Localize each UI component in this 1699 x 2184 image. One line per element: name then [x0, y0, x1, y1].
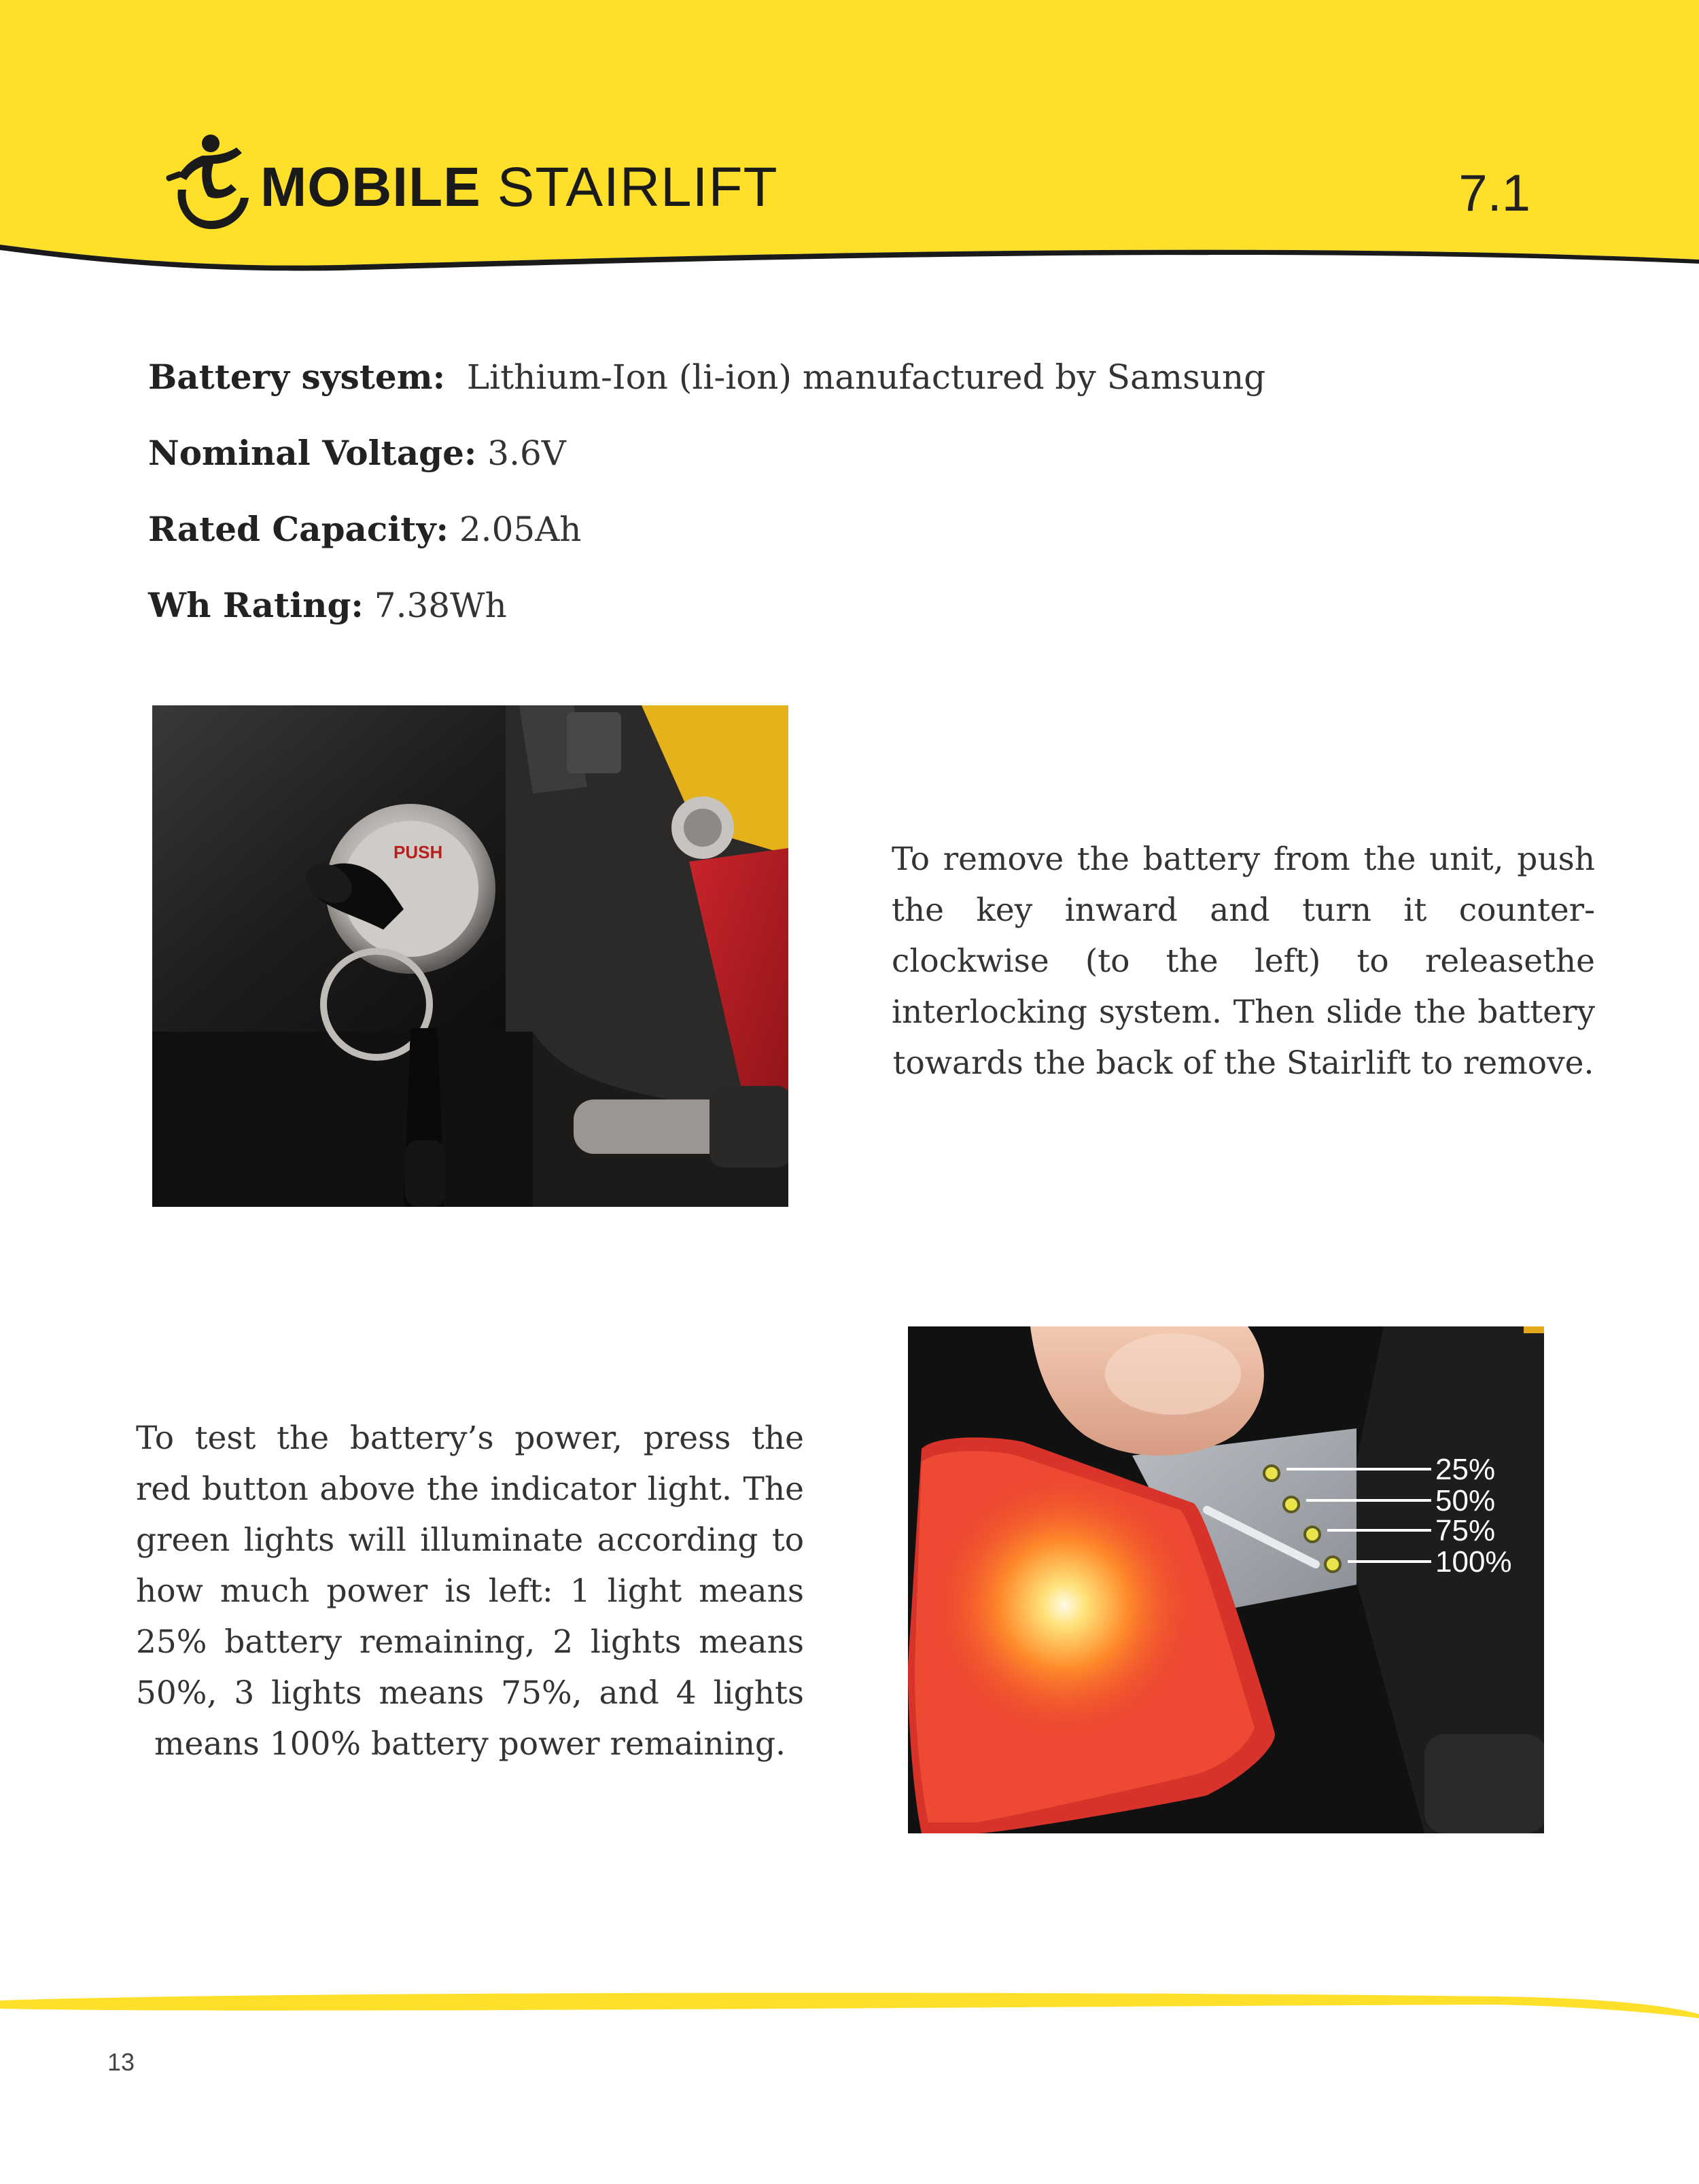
brand-title-bold: MOBILE	[260, 156, 481, 218]
battery-indicator-photo	[908, 1326, 1544, 1833]
indicator-label-50: 50%	[1435, 1484, 1496, 1517]
page-number: 13	[107, 2048, 135, 2076]
section-number: 7.1	[1458, 164, 1530, 222]
spec-label: Battery system:	[148, 357, 446, 397]
svg-text:PUSH: PUSH	[393, 842, 443, 862]
indicator-label-100: 100%	[1435, 1545, 1512, 1579]
spec-label: Rated Capacity:	[148, 509, 449, 549]
spec-nominal-voltage	[148, 429, 1439, 506]
spec-label: Wh Rating:	[148, 585, 364, 625]
spec-rated-capacity	[148, 506, 1439, 582]
brand-title-regular: STAIRLIFT	[497, 156, 778, 218]
spec-value: 2.05Ah	[459, 510, 582, 549]
spec-label: Nominal Voltage:	[148, 433, 477, 473]
battery-key-photo	[152, 705, 788, 1207]
indicator-label-25: 25%	[1435, 1453, 1496, 1486]
footer-band	[0, 1991, 1699, 2032]
indicator-label-75: 75%	[1435, 1514, 1496, 1547]
brand-title	[260, 154, 778, 222]
person-wheel-logo-icon	[163, 133, 258, 234]
spec-value: 7.38Wh	[374, 586, 507, 625]
battery-specs	[148, 353, 1439, 658]
spec-value: Lithium-Ion (li-ion) manufactured by Samsung	[466, 357, 1266, 397]
spec-wh-rating	[148, 582, 1439, 658]
test-battery-instructions: To test the battery’s power, press the red button above the indicator light. The green lights will illuminate according to how much power is left: 1 light means 25% battery remaining, 2 lights means 50%, 3 lights means 75%, and 4 lights means 100% battery power remaining.	[136, 1420, 804, 1763]
remove-battery-instructions: To remove the battery from the unit, push the key inward and turn it counter-clockwise (to the left) to releasethe interlocking system. Then slide the battery towards the back of the Stairlift to remove.	[892, 841, 1595, 1082]
spec-battery-system	[148, 353, 1439, 429]
spec-value: 3.6V	[487, 434, 566, 473]
